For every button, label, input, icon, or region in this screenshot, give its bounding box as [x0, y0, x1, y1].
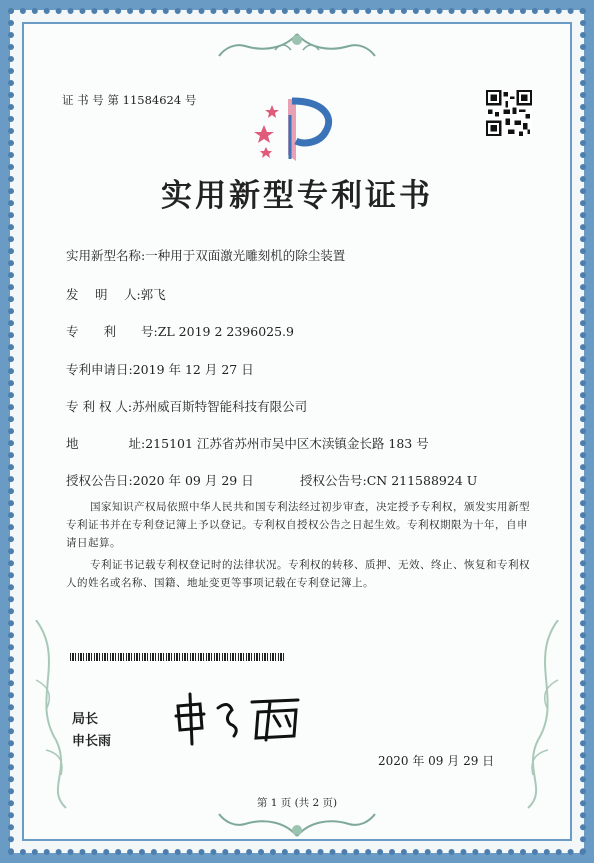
paragraph-grant-statement: 国家知识产权局依照中华人民共和国专利法经过初步审查，决定授予专利权，颁发实用新型专利证书并在专利登记簿上予以登记。专利权自授权公告之日起生效。专利权期限为十年，自申请日起算。 [66, 501, 530, 549]
qr-code-icon [486, 90, 532, 136]
field-utility-model-name [66, 246, 345, 264]
bottom-ornament-icon [215, 810, 379, 840]
field-address [66, 434, 429, 452]
field-value: ZL 2019 2 2396025.9 [157, 324, 294, 339]
top-ornament-icon [215, 30, 379, 64]
field-patent-number [66, 322, 294, 340]
grant-date-label: 授权公告日: [66, 473, 133, 488]
page-number: 第 1 页 (共 2 页) [256, 797, 338, 809]
field-value: 郭飞 [140, 287, 166, 302]
signatory-name: 申长雨 [72, 734, 112, 749]
handwritten-signature-icon [170, 688, 310, 748]
field-value: 215101 江苏省苏州市吴中区木渎镇金长路 183 号 [145, 436, 429, 451]
barcode [70, 653, 284, 661]
grant-number-value: CN 211588924 U [366, 473, 478, 488]
paragraph-legal-status: 专利证书记载专利权登记时的法律状况。专利权的转移、质押、无效、终止、恢复和专利权人的姓名或名称、国籍、地址变更等事项记载在专利登记簿上。 [66, 559, 530, 589]
certificate-number-label: 证 书 号 第 [62, 93, 119, 107]
field-application-date [66, 360, 254, 378]
field-label: 发 明 人: [66, 287, 141, 302]
field-label: 地 址: [66, 436, 146, 451]
grant-number-label: 授权公告号: [300, 473, 367, 488]
field-value: 一种用于双面激光雕刻机的除尘装置 [145, 248, 346, 263]
field-label: 专 利 号: [66, 324, 158, 339]
certificate-title: 实用新型专利证书 [161, 178, 433, 214]
field-label: 专利申请日: [66, 362, 133, 377]
certificate-number-value: 11584624 号 [122, 93, 197, 107]
field-value: 2019 年 12 月 27 日 [132, 362, 254, 377]
right-corner-ornament-icon [508, 620, 568, 810]
cnipa-logo-icon [252, 95, 336, 165]
grant-number [300, 471, 477, 489]
grant-date [66, 471, 254, 489]
issue-date: 2020 年 09 月 29 日 [378, 754, 495, 768]
grant-date-value: 2020 年 09 月 29 日 [132, 473, 254, 488]
field-patentee [66, 397, 307, 415]
signatory-title: 局长 [72, 712, 99, 727]
certificate-number [62, 92, 196, 108]
field-label: 专 利 权 人: [66, 399, 133, 414]
field-inventor [66, 285, 166, 303]
field-value: 苏州威百斯特智能科技有限公司 [132, 399, 308, 414]
field-label: 实用新型名称: [66, 248, 146, 263]
